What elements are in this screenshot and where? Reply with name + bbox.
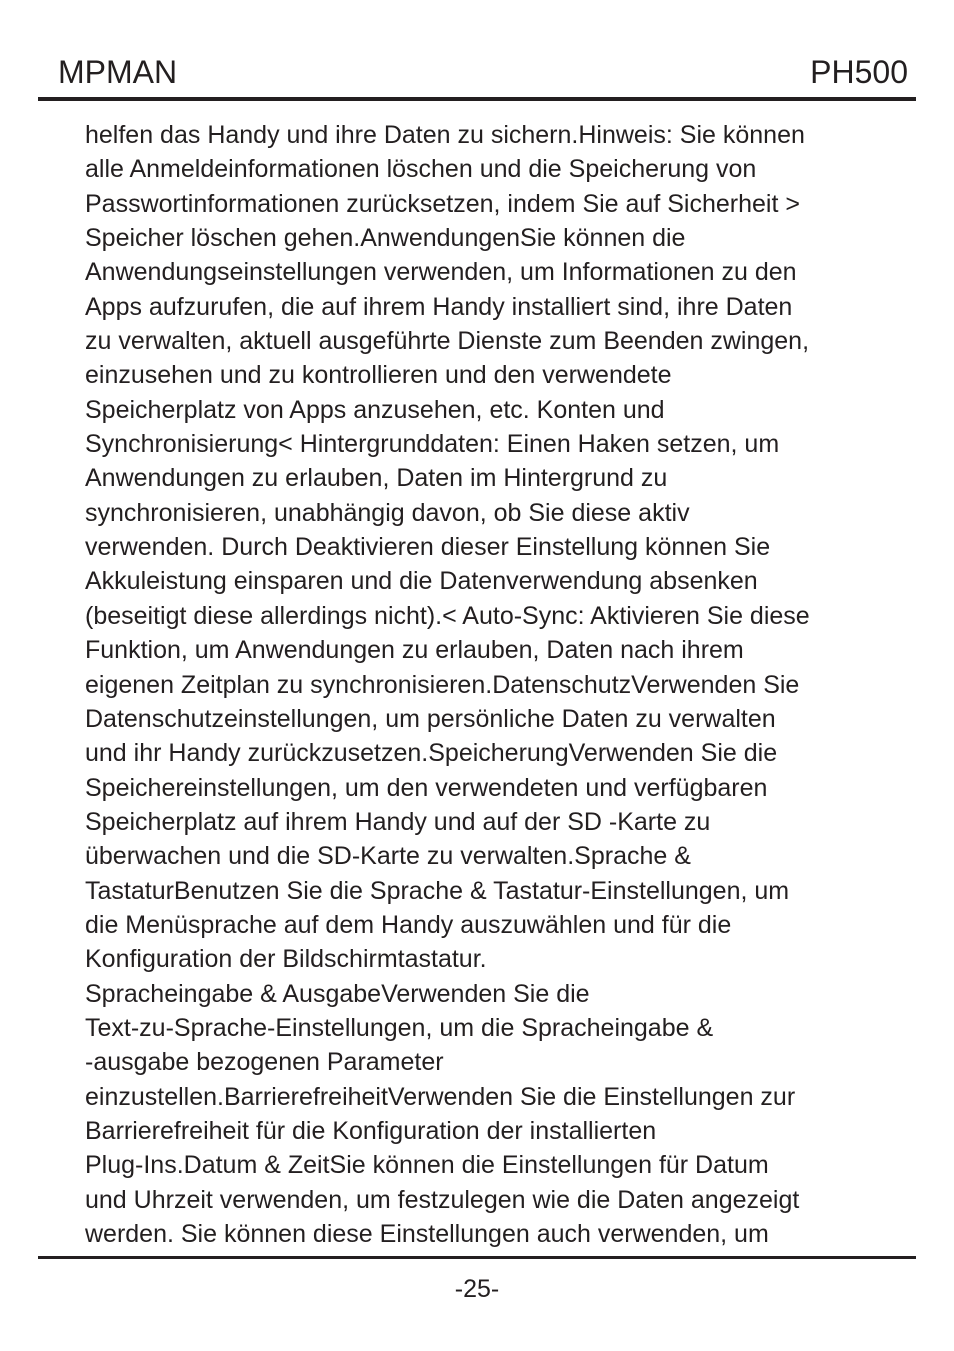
body-line: Passwortinformationen zurücksetzen, indem Sie auf Sicherheit >: [85, 189, 800, 218]
body-line: die Menüsprache auf dem Handy auszuwählen und für die: [85, 910, 732, 939]
model-name: PH500: [810, 54, 908, 90]
body-line: alle Anmeldeinformationen löschen und die Speicherung von: [85, 155, 757, 184]
body-line: Speichereinstellungen, um den verwendeten und verfügbaren: [85, 773, 768, 802]
body-line: Speicher löschen gehen.AnwendungenSie können die: [85, 224, 686, 253]
body-line: Text-zu-Sprache-Einstellungen, um die Spracheingabe &: [85, 1013, 714, 1042]
body-line: Speicherplatz von Apps anzusehen, etc. Konten und: [85, 395, 665, 424]
body-line: (beseitigt diese allerdings nicht).< Auto-Sync: Aktivieren Sie diese: [85, 601, 810, 630]
page-header: [38, 52, 916, 98]
body-text: [85, 118, 905, 1251]
page-number: -25-: [454, 1275, 500, 1303]
body-line: Konfiguration der Bildschirmtastatur.: [85, 945, 487, 974]
body-line: einzusehen und zu kontrollieren und den verwendete: [85, 361, 672, 390]
body-line: Akkuleistung einsparen und die Datenverwendung absenken: [85, 567, 758, 596]
body-line: Anwendungen zu erlauben, Daten im Hintergrund zu: [85, 464, 668, 493]
body-line: überwachen und die SD-Karte zu verwalten.Sprache &: [85, 842, 691, 871]
body-line: synchronisieren, unabhängig davon, ob Sie diese aktiv: [85, 498, 690, 527]
body-line: Apps aufzurufen, die auf ihrem Handy installiert sind, ihre Daten: [85, 292, 793, 321]
body-line: TastaturBenutzen Sie die Sprache & Tastatur-Einstellungen, um: [85, 876, 790, 905]
body-line: und ihr Handy zurückzusetzen.SpeicherungVerwenden Sie die: [85, 739, 778, 768]
body-line: helfen das Handy und ihre Daten zu sichern.Hinweis: Sie können: [85, 121, 805, 149]
body-line: Synchronisierung< Hintergrunddaten: Einen Haken setzen, um: [85, 430, 780, 459]
body-line: -ausgabe bezogenen Parameter: [85, 1048, 444, 1077]
body-line: Spracheingabe & AusgabeVerwenden Sie die: [85, 979, 590, 1008]
body-line: Barrierefreiheit für die Konfiguration der installierten: [85, 1116, 657, 1145]
body-line: eigenen Zeitplan zu synchronisieren.DatenschutzVerwenden Sie: [85, 670, 800, 699]
body-line: zu verwalten, aktuell ausgeführte Dienste zum Beenden zwingen,: [85, 327, 810, 356]
body-line: Datenschutzeinstellungen, um persönliche Daten zu verwalten: [85, 704, 776, 733]
body-line: Anwendungseinstellungen verwenden, um Informationen zu den: [85, 258, 797, 287]
body-line: einzustellen.BarrierefreiheitVerwenden Sie die Einstellungen zur: [85, 1082, 796, 1111]
footer-divider: [38, 1256, 916, 1259]
body-line: werden. Sie können diese Einstellungen auch verwenden, um: [85, 1220, 769, 1248]
body-line: und Uhrzeit verwenden, um festzulegen wie die Daten angezeigt: [85, 1185, 800, 1214]
body-line: Speicherplatz auf ihrem Handy und auf der SD -Karte zu: [85, 807, 711, 836]
brand-name: MPMAN: [58, 54, 178, 90]
body-line: Plug-Ins.Datum & ZeitSie können die Einstellungen für Datum: [85, 1151, 769, 1180]
body-line: verwenden. Durch Deaktivieren dieser Einstellung können Sie: [85, 533, 771, 562]
body-line: Funktion, um Anwendungen zu erlauben, Daten nach ihrem: [85, 636, 744, 665]
header-divider: [38, 97, 916, 101]
